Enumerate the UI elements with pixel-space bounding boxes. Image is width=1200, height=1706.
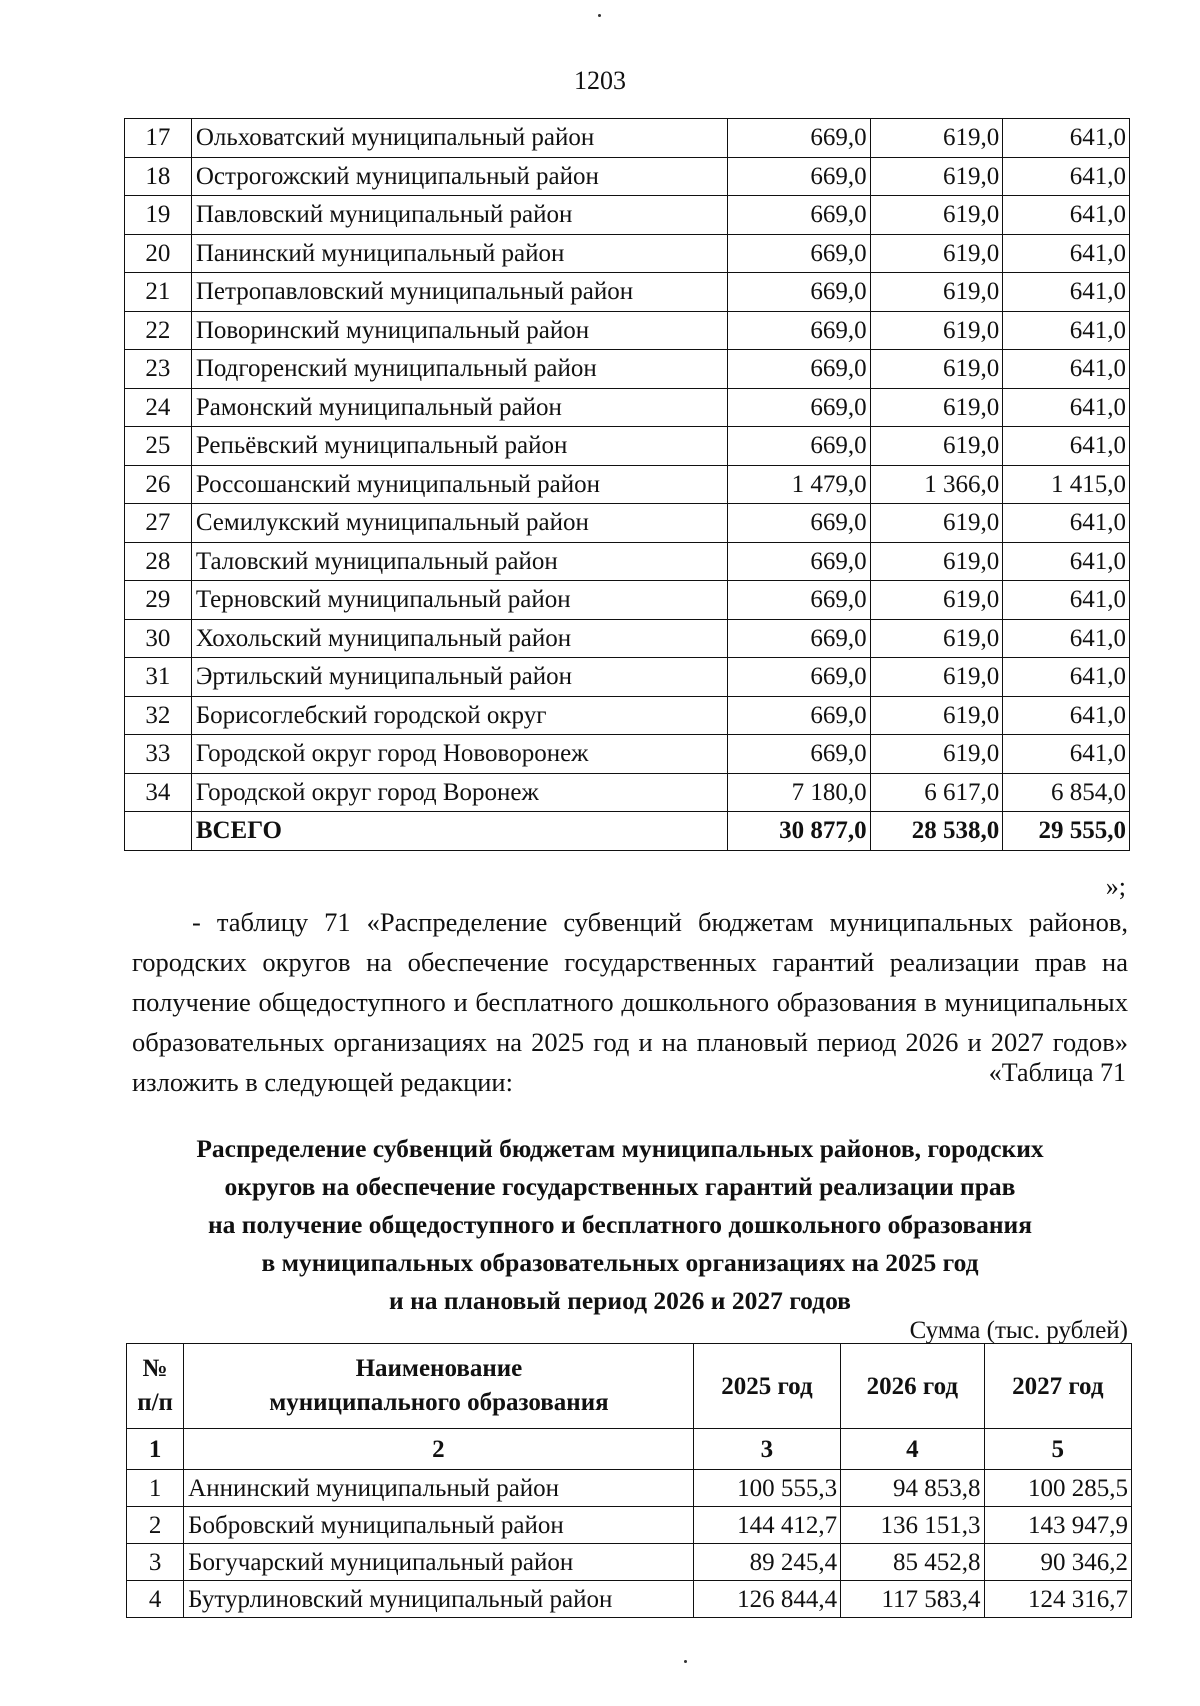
row-number: 26 [125,465,192,504]
total-2027: 29 555,0 [1003,812,1130,851]
value-2026: 619,0 [870,504,1003,543]
value-2026: 619,0 [870,388,1003,427]
header-2026: 2026 год [841,1344,984,1429]
table-row [125,465,1130,504]
value-2026: 1 366,0 [870,465,1003,504]
table-row [125,504,1130,543]
municipality-name: Таловский муниципальный район [191,542,727,581]
table-row [125,157,1130,196]
municipality-name: Репьёвский муниципальный район [191,427,727,466]
value-2025: 1 479,0 [728,465,871,504]
title-line: на получение общедоступного и бесплатного дошкольного образования [207,1210,1033,1239]
total-2025: 30 877,0 [728,812,871,851]
header-2027: 2027 год [984,1344,1131,1429]
table-row [125,696,1130,735]
value-2027: 641,0 [1003,311,1130,350]
header-name [184,1344,694,1429]
table-label: «Таблица 71 [988,1058,1126,1087]
table-row [125,273,1130,312]
value-2025: 669,0 [728,427,871,466]
municipality-name: Хохольский муниципальный район [191,619,727,658]
value-2025: 669,0 [728,696,871,735]
value-2025: 669,0 [728,581,871,620]
row-number: 23 [125,350,192,389]
value-2025: 669,0 [728,735,871,774]
value-2027: 641,0 [1003,119,1130,158]
value-2025: 669,0 [728,157,871,196]
row-number: 22 [125,311,192,350]
value-2025: 669,0 [728,388,871,427]
municipality-name: Богучарский муниципальный район [184,1544,694,1581]
row-number: 32 [125,696,192,735]
value-2027: 641,0 [1003,196,1130,235]
table-row [127,1507,1132,1544]
value-2027: 6 854,0 [1003,773,1130,812]
header-num-line1: № [142,1355,168,1382]
title-line: в муниципальных образовательных организациях на 2025 год [261,1248,979,1277]
value-2026: 619,0 [870,581,1003,620]
value-2027: 641,0 [1003,658,1130,697]
row-number: 24 [125,388,192,427]
value-2026: 619,0 [870,350,1003,389]
table-row [125,350,1130,389]
value-2026: 619,0 [870,196,1003,235]
value-2026: 619,0 [870,311,1003,350]
row-number: 29 [125,581,192,620]
municipality-name: Семилукский муниципальный район [191,504,727,543]
value-2027: 641,0 [1003,504,1130,543]
value-2026: 619,0 [870,157,1003,196]
total-row [125,812,1130,851]
value-2026: 619,0 [870,427,1003,466]
value-2026: 6 617,0 [870,773,1003,812]
title-line: Распределение субвенций бюджетам муниципальных районов, городских [196,1134,1044,1163]
value-2025: 669,0 [728,504,871,543]
value-2026: 619,0 [870,119,1003,158]
value-2026: 117 583,4 [841,1581,984,1618]
column-number-row [127,1429,1132,1470]
row-number: 18 [125,157,192,196]
header-name-line1: Наименование [355,1355,523,1382]
total-2026: 28 538,0 [870,812,1003,851]
row-number: 19 [125,196,192,235]
row-number: 21 [125,273,192,312]
value-2025: 669,0 [728,119,871,158]
table-row [127,1544,1132,1581]
subsidy-table-71 [126,1343,1132,1618]
header-num-line2: п/п [137,1389,173,1416]
value-2026: 619,0 [870,234,1003,273]
table-row [125,196,1130,235]
municipality-name: Бобровский муниципальный район [184,1507,694,1544]
amendment-paragraph [132,902,1128,1102]
header-row [127,1344,1132,1429]
value-2025: 669,0 [728,658,871,697]
table-row [125,658,1130,697]
table-row [125,427,1130,466]
value-2025: 669,0 [728,273,871,312]
municipality-name: Подгоренский муниципальный район [191,350,727,389]
value-2025: 669,0 [728,196,871,235]
row-number: 25 [125,427,192,466]
value-2027: 641,0 [1003,273,1130,312]
table-row [125,619,1130,658]
row-number: 17 [125,119,192,158]
value-2025: 144 412,7 [693,1507,840,1544]
value-2027: 143 947,9 [984,1507,1131,1544]
municipality-name: Поворинский муниципальный район [191,311,727,350]
col-number: 4 [841,1429,984,1470]
municipality-name: Петропавловский муниципальный район [191,273,727,312]
value-2026: 619,0 [870,735,1003,774]
table-row [127,1581,1132,1618]
municipality-name: Аннинский муниципальный район [184,1470,694,1507]
amendment-text: - таблицу 71 «Распределение субвенций бюджетам муниципальных районов, городских округов на обеспечение государственных гарантий реализации прав на получение общедоступного и бесплатного дошкольного образования в муниципальных образовательных организациях на 2025 год и на плановый период 2026 и 2027 годов» изложить в следующей редакции: [132,907,1128,1097]
table-row [125,581,1130,620]
value-2027: 641,0 [1003,388,1130,427]
value-2026: 136 151,3 [841,1507,984,1544]
value-2027: 641,0 [1003,234,1130,273]
header-name-line2: муниципального образования [269,1389,609,1416]
row-number: 27 [125,504,192,543]
value-2025: 669,0 [728,311,871,350]
value-2027: 124 316,7 [984,1581,1131,1618]
row-number: 30 [125,619,192,658]
municipality-name: Панинский муниципальный район [191,234,727,273]
value-2027: 641,0 [1003,581,1130,620]
col-number: 2 [184,1429,694,1470]
title-line: и на плановый период 2026 и 2027 годов [389,1286,851,1315]
table-row [125,542,1130,581]
value-2025: 669,0 [728,234,871,273]
value-2026: 94 853,8 [841,1470,984,1507]
total-number-cell [125,812,192,851]
value-2027: 641,0 [1003,542,1130,581]
municipality-name: Россошанский муниципальный район [191,465,727,504]
row-number: 34 [125,773,192,812]
municipality-name: Борисоглебский городской округ [191,696,727,735]
value-2027: 641,0 [1003,157,1130,196]
row-number: 28 [125,542,192,581]
value-2026: 85 452,8 [841,1544,984,1581]
col-number: 3 [693,1429,840,1470]
municipality-name: Эртильский муниципальный район [191,658,727,697]
row-number: 20 [125,234,192,273]
value-2027: 1 415,0 [1003,465,1130,504]
value-2026: 619,0 [870,696,1003,735]
closing-quote: »; [1105,872,1126,901]
municipality-name: Павловский муниципальный район [191,196,727,235]
row-number: 4 [127,1581,184,1618]
value-2025: 669,0 [728,350,871,389]
table-row [125,234,1130,273]
municipality-name: Бутурлиновский муниципальный район [184,1581,694,1618]
scan-speck [598,14,601,17]
value-2025: 89 245,4 [693,1544,840,1581]
value-2027: 641,0 [1003,619,1130,658]
table-row [125,735,1130,774]
total-label: ВСЕГО [191,812,727,851]
value-2027: 641,0 [1003,350,1130,389]
row-number: 2 [127,1507,184,1544]
header-2025: 2025 год [693,1344,840,1429]
units-label: Сумма (тыс. рублей) [909,1317,1128,1344]
subsidy-table-continued [124,118,1130,851]
value-2025: 100 555,3 [693,1470,840,1507]
municipality-name: Городской округ город Нововоронеж [191,735,727,774]
row-number: 33 [125,735,192,774]
col-number: 1 [127,1429,184,1470]
municipality-name: Ольховатский муниципальный район [191,119,727,158]
value-2026: 619,0 [870,658,1003,697]
value-2025: 126 844,4 [693,1581,840,1618]
value-2026: 619,0 [870,619,1003,658]
municipality-name: Городской округ город Воронеж [191,773,727,812]
table-row [125,388,1130,427]
table-row [125,119,1130,158]
title-line: округов на обеспечение государственных гарантий реализации прав [224,1172,1016,1201]
table-row [125,311,1130,350]
row-number: 1 [127,1470,184,1507]
municipality-name: Рамонский муниципальный район [191,388,727,427]
value-2025: 669,0 [728,542,871,581]
value-2026: 619,0 [870,273,1003,312]
value-2027: 641,0 [1003,735,1130,774]
table-row [125,773,1130,812]
value-2027: 641,0 [1003,696,1130,735]
municipality-name: Терновский муниципальный район [191,581,727,620]
row-number: 3 [127,1544,184,1581]
value-2025: 669,0 [728,619,871,658]
value-2026: 619,0 [870,542,1003,581]
municipality-name: Острогожский муниципальный район [191,157,727,196]
table-title [130,1130,1110,1320]
col-number: 5 [984,1429,1131,1470]
header-num [127,1344,184,1429]
scan-speck [684,1660,687,1663]
value-2025: 7 180,0 [728,773,871,812]
page-number: 1203 [574,66,626,95]
value-2027: 100 285,5 [984,1470,1131,1507]
table-row [127,1470,1132,1507]
value-2027: 641,0 [1003,427,1130,466]
value-2027: 90 346,2 [984,1544,1131,1581]
row-number: 31 [125,658,192,697]
